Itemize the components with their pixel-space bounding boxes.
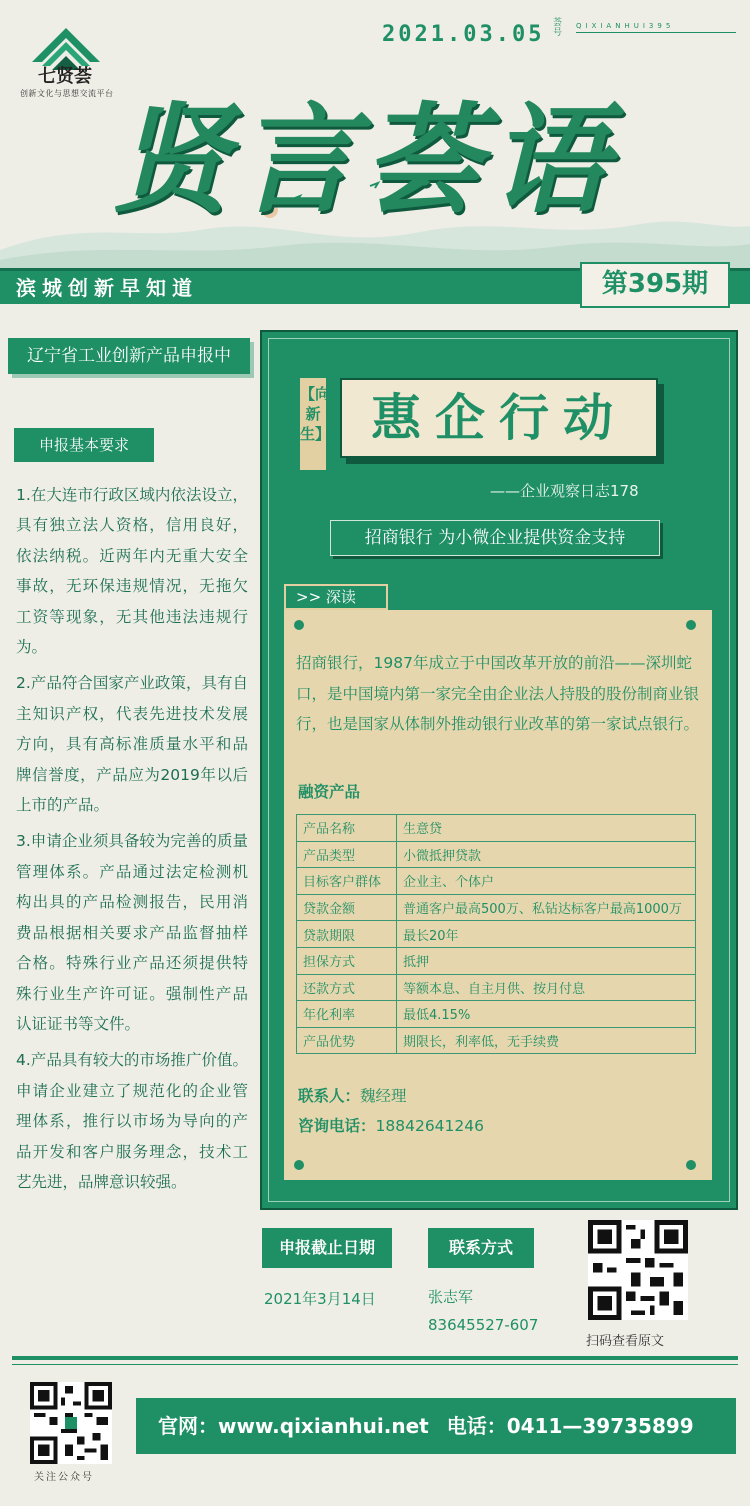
corner-dot-icon (294, 620, 304, 630)
requirement-item: 1.在大连市行政区域内依法设立，具有独立法人资格，信用良好，依法纳税。近两年内无重大安全事故，无环保违规情况，无拖欠工资等现象，无其他违法违规行为。 (16, 486, 248, 657)
issue-number-badge (580, 262, 730, 308)
logo-text: 七贤荟 (38, 66, 92, 87)
issue-code: QIXIANHUI395 (576, 22, 736, 33)
corner-dot-icon (294, 1160, 304, 1170)
column-subtitle: ——企业观察日志178 (490, 482, 639, 500)
issue-date: 2021.03.05 (382, 22, 545, 47)
products-heading: 融资产品 (298, 783, 361, 801)
table-key: 年化利率 (297, 1001, 397, 1028)
requirements-body (16, 480, 248, 1203)
column-tag: 【向新生】 (300, 378, 326, 470)
table-value: 普通客户最高500万、私钻达标客户最高1000万 (397, 894, 696, 921)
table-value: 生意贷 (397, 815, 696, 842)
requirement-item: 4.产品具有较大的市场推广价值。申请企业建立了规范化的企业管理体系，推行以市场为导向的产品开发和客户服务理念，技术工艺先进，品牌意识较强。 (16, 1051, 248, 1191)
table-value: 最长20年 (397, 921, 696, 948)
article-title: 招商银行 为小微企业提供资金支持 (330, 520, 660, 556)
footer-phone[interactable]: 电话：0411—39735899 (446, 1414, 694, 1438)
contact-label: 联系人： (298, 1087, 361, 1105)
contact-person (298, 1084, 407, 1106)
page-title: 贤言荟语 (112, 90, 617, 229)
table-value: 小微抵押贷款 (397, 841, 696, 868)
deep-read-tag: >> 深读 (284, 584, 388, 610)
footer-contact-bar (136, 1398, 736, 1454)
deadline-tag: 申报截止日期 (262, 1228, 392, 1268)
table-key: 担保方式 (297, 947, 397, 974)
table-row (297, 815, 696, 842)
corner-dot-icon (686, 1160, 696, 1170)
table-key: 贷款期限 (297, 921, 397, 948)
qr-follow-caption: 关注公众号 (34, 1472, 94, 1483)
contact-phone-value[interactable]: 83645527-607 (428, 1316, 539, 1334)
table-key: 产品优势 (297, 1027, 397, 1054)
table-row (297, 1001, 696, 1028)
table-key: 贷款金额 (297, 894, 397, 921)
table-row (297, 1027, 696, 1054)
table-value: 期限长，利率低，无手续费 (397, 1027, 696, 1054)
feature-title-box (340, 378, 658, 458)
logo-subtitle: 创新文化与思想交流平台 (20, 89, 114, 98)
feature-title: 惠企行动 (371, 388, 627, 447)
requirement-item: 2.产品符合国家产业政策，具有自主知识产权，代表先进技术发展方向，具有高标准质量水平和品牌信誉度，产品应为2019年以后上市的产品。 (16, 674, 248, 815)
table-key: 目标客户群体 (297, 868, 397, 895)
issue-label: 荟号 (553, 18, 563, 38)
table-key: 产品名称 (297, 815, 397, 842)
issue-number: 第395期 (601, 269, 709, 299)
requirements-tag: 申报基本要求 (14, 428, 154, 462)
table-value: 等额本息、自主月供、按月付息 (397, 974, 696, 1001)
website-link[interactable]: 官网：www.qixianhui.net (158, 1414, 429, 1438)
left-section-title: 辽宁省工业创新产品申报中 (8, 338, 250, 374)
products-table (296, 814, 696, 1054)
table-key: 还款方式 (297, 974, 397, 1001)
corner-dot-icon (686, 620, 696, 630)
table-row (297, 894, 696, 921)
phone-number[interactable]: 18842641246 (375, 1117, 484, 1135)
phone-label: 咨询电话： (298, 1117, 376, 1135)
table-row (297, 947, 696, 974)
contact-tag: 联系方式 (428, 1228, 534, 1268)
contact-name-value: 张志军 (428, 1288, 474, 1306)
contact-name: 魏经理 (360, 1087, 407, 1105)
qr-caption: 扫码查看原文 (586, 1334, 665, 1349)
qr-code-icon[interactable] (30, 1382, 112, 1464)
qr-code-icon[interactable] (588, 1220, 688, 1320)
banner-slogan: 滨城创新早知道 (16, 276, 198, 300)
table-row (297, 841, 696, 868)
table-value: 企业主、个体户 (397, 868, 696, 895)
table-value: 最低4.15% (397, 1001, 696, 1028)
contact-phone (298, 1114, 484, 1136)
article-intro: 招商银行，1987年成立于中国改革开放的前沿——深圳蛇口，是中国境内第一家完全由企业法人持股的股份制商业银行，也是国家从体制外推动银行业改革的第一家试点银行。 (296, 654, 700, 733)
deadline-value: 2021年3月14日 (264, 1290, 376, 1308)
footer-divider (12, 1356, 738, 1360)
table-row (297, 868, 696, 895)
table-value: 抵押 (397, 947, 696, 974)
table-row (297, 974, 696, 1001)
table-key: 产品类型 (297, 841, 397, 868)
footer-divider-thin (12, 1364, 738, 1365)
table-row (297, 921, 696, 948)
requirement-item: 3.申请企业须具备较为完善的质量管理体系。产品通过法定检测机构出具的产品检测报告，民用消费品根据相关要求产品监督抽样合格。特殊行业产品还须提供特殊行业生产许可证。强制性产品认证证书等文件。 (16, 832, 248, 1033)
